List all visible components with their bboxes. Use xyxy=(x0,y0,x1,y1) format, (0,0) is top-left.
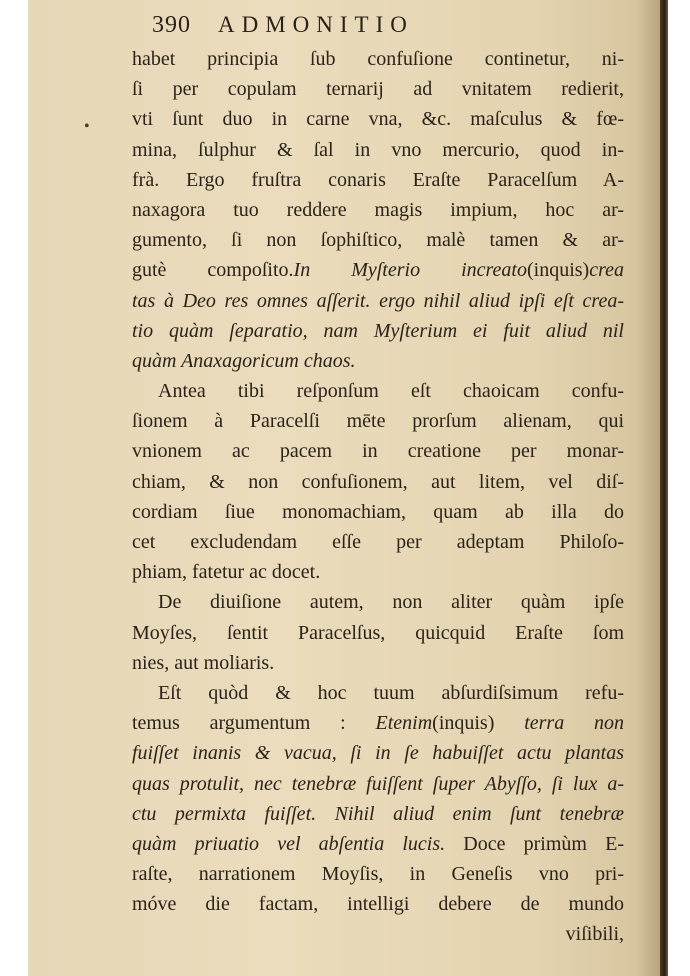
text-line: gumento, ſi non ſophiſtico, malè tamen & ar- xyxy=(132,229,624,252)
text-run: gutè compoſito. xyxy=(132,259,294,282)
running-title: ADMONITIO xyxy=(218,12,414,37)
text-line: móve die factam, intelligi debere de mundo xyxy=(132,893,624,916)
body-text xyxy=(132,44,624,950)
text-line: ſi per copulam ternarij ad vnitatem redierit, xyxy=(132,78,624,101)
italic-line: quas protulit, nec tenebræ fuiſſent ſuper Abyſſo, ſi lux a- xyxy=(132,772,624,795)
paragraph-start-line: Antea tibi reſponſum eſt chaoicam confu- xyxy=(158,380,624,403)
page-number: 390 xyxy=(152,12,191,38)
text-line: cet excludendam eſſe per adeptam Philoſo- xyxy=(132,531,624,553)
text-line: cordiam ſiue monomachiam, quam ab illa do xyxy=(132,500,624,523)
text-line: naxagora tuo reddere magis impium, hoc ar- xyxy=(132,198,624,221)
text-line-mixed xyxy=(132,708,624,738)
text-line: Moyſes, ſentit Paracelſus, quicquid Eraſte ſom xyxy=(132,621,624,644)
italic-run: crea xyxy=(589,259,624,282)
text-line: chiam, & non confuſionem, aut litem, vel diſ- xyxy=(132,470,624,493)
text-run: Doce primùm E- xyxy=(463,832,625,855)
text-line: phiam, fatetur ac docet. xyxy=(132,561,321,584)
catchword-line: viſibili, xyxy=(565,923,624,946)
text-line: raſte, narrationem Moyſis, in Geneſis vno pri- xyxy=(132,863,624,886)
italic-run: In Myſterio increato xyxy=(293,259,527,282)
text-line: ſionem à Paracelſi mēte prorſum alienam, qui xyxy=(132,410,624,433)
italic-line: tas à Deo res omnes aſſerit. ergo nihil aliud ipſi eſt crea- xyxy=(132,289,624,312)
italic-line: fuiſſet inanis & vacua, ſi in ſe habuiſſet actu plantas xyxy=(132,742,624,765)
text-line: nies, aut moliaris. xyxy=(132,651,275,674)
text-line: habet principia ſub confuſione continetur, ni- xyxy=(132,48,624,70)
text-run: (inquis) xyxy=(526,259,590,282)
paragraph-start-line: Eſt quòd & hoc tuum abſurdiſsimum refu- xyxy=(158,681,624,704)
italic-run: terra non xyxy=(524,712,624,735)
italic-line: quàm Anaxagoricum chaos. xyxy=(132,349,356,372)
page-gutter-edge xyxy=(660,0,668,976)
text-run: temus argumentum : xyxy=(132,712,346,735)
text-run: (inquis) xyxy=(432,712,495,735)
paragraph-start-line: De diuiſione autem, non aliter quàm ipſe xyxy=(158,591,624,614)
italic-line: tio quàm ſeparatio, nam Myſterium ei fuit aliud nil xyxy=(132,319,624,342)
text-line-mixed xyxy=(132,829,624,859)
italic-run: quàm priuatio vel abſentia lucis. xyxy=(132,832,446,855)
text-line: mina, ſulphur & ſal in vno mercurio, quod in- xyxy=(132,138,624,161)
margin-dot: • xyxy=(84,118,90,135)
running-header xyxy=(152,10,652,42)
text-line-mixed xyxy=(132,255,624,285)
text-line: vnionem ac pacem in creatione per monar- xyxy=(132,440,624,463)
text-line: frà. Ergo fruſtra conaris Eraſte Paracelſum A- xyxy=(132,168,624,191)
text-line: vti ſunt duo in carne vna, &c. maſculus & fœ- xyxy=(132,108,624,131)
italic-run: Etenim xyxy=(375,712,433,735)
italic-line: ctu permixta fuiſſet. Nihil aliud enim ſunt tenebræ xyxy=(132,802,624,825)
